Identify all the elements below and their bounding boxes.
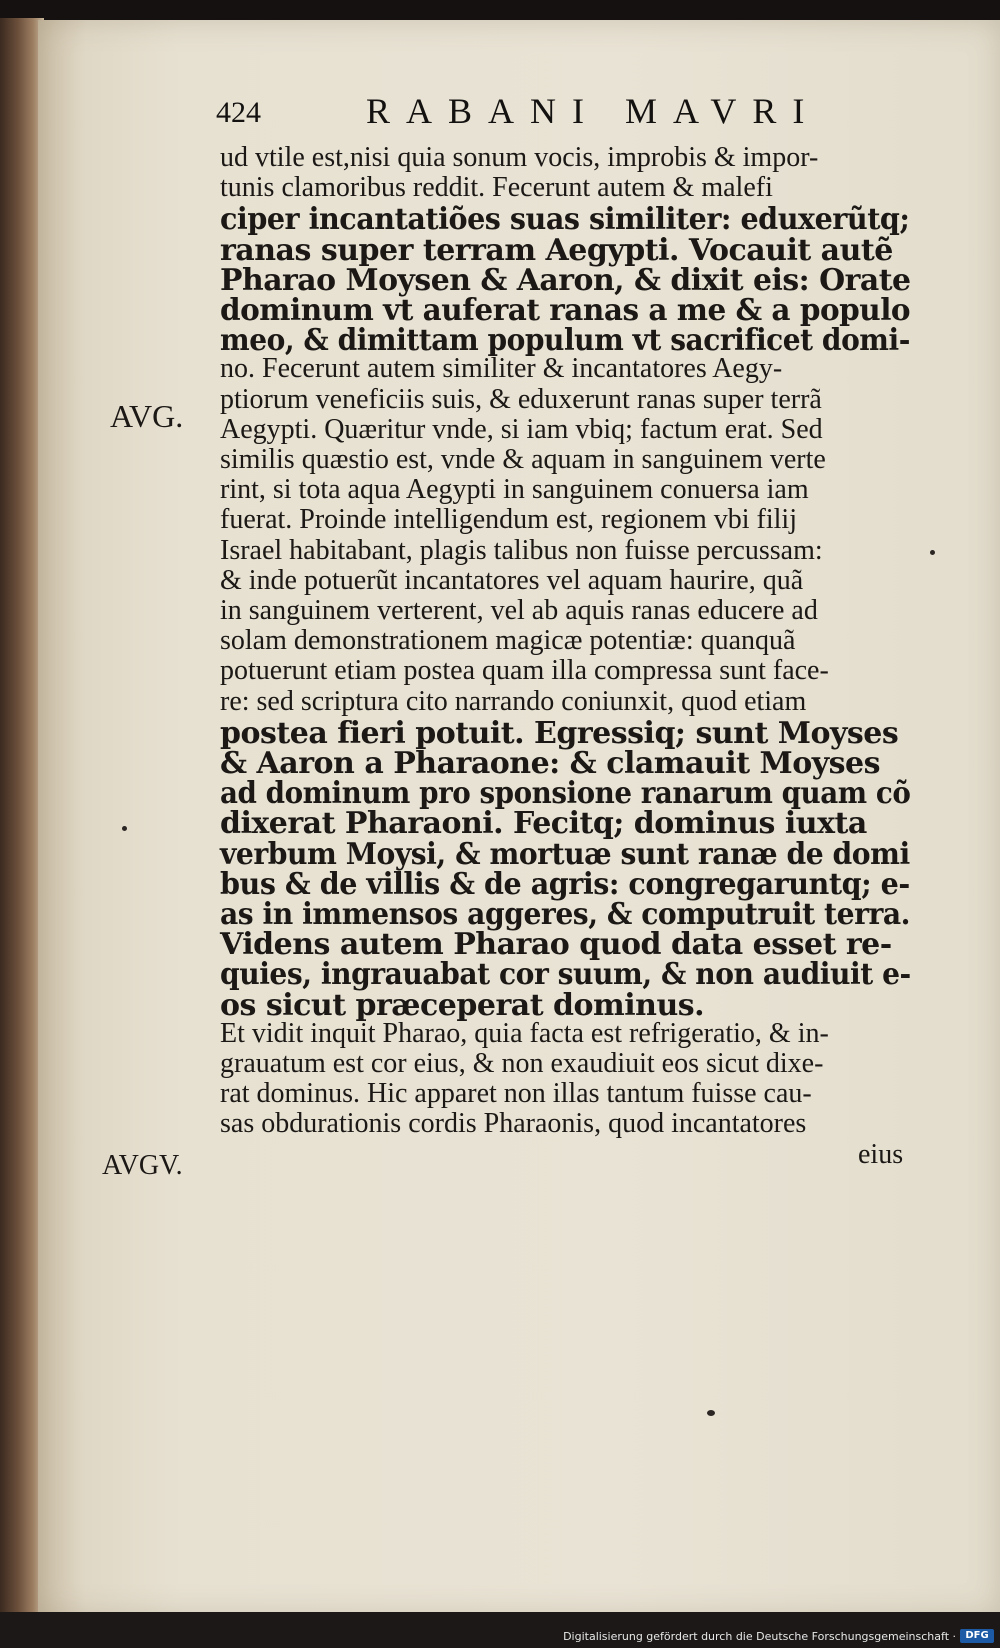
text-line: ud vtile est,nisi quia sonum vocis, improbis & impor- bbox=[220, 142, 819, 173]
page-number: 424 bbox=[216, 96, 261, 129]
ink-speck bbox=[707, 1410, 715, 1416]
margin-note-aug: AVG. bbox=[110, 398, 184, 434]
funding-credit: Digitalisierung gefördert durch die Deutsche Forschungsgemeinschaft · bbox=[563, 1630, 956, 1643]
text-line: Israel habitabant, plagis talibus non fuisse percussam: bbox=[220, 534, 823, 566]
text-line: ptiorum veneficiis suis, & eduxerunt ranas super terrã bbox=[220, 383, 822, 415]
scan-top-edge bbox=[0, 0, 1000, 22]
text-line: dixerat Pharaoni. Fecitq; dominus iuxta bbox=[220, 806, 867, 842]
text-line: ad dominum pro sponsione ranarum quam cõ bbox=[220, 776, 911, 812]
text-line: Videns autem Pharao quod data esset re- bbox=[220, 927, 892, 963]
text-line: ciper incantatiões suas similiter: eduxerũtq; bbox=[220, 202, 910, 238]
text-line: eius bbox=[858, 1138, 904, 1170]
text-line: no. Fecerunt autem similiter & incantatores Aegy- bbox=[220, 353, 783, 385]
text-line: Et vidit inquit Pharao, quia facta est refrigeratio, & in- bbox=[220, 1017, 829, 1049]
text-line: quies, ingrauabat cor suum, & non audiuit e- bbox=[220, 957, 911, 993]
text-line: as in immensos aggeres, & computruit terra. bbox=[220, 897, 911, 932]
text-line: Aegypti. Quæritur vnde, si iam vbiq; factum erat. Sed bbox=[220, 413, 823, 445]
page-header bbox=[216, 88, 866, 138]
text-line: rint, si tota aqua Aegypti in sanguinem conuersa iam bbox=[220, 474, 809, 506]
text-line: similis quæstio est, vnde & aquam in sanguinem verte bbox=[220, 444, 826, 475]
text-line: solam demonstrationem magicæ potentiæ: quanquã bbox=[220, 625, 796, 657]
text-line: postea fieri potuit. Egressiq; sunt Moyses bbox=[220, 715, 899, 751]
text-line: potuerunt etiam postea quam illa compressa sunt face- bbox=[220, 655, 829, 687]
ink-speck bbox=[122, 826, 127, 831]
text-line: bus & de villis & de agris: congregaruntq; e- bbox=[220, 866, 910, 902]
text-line: re: sed scriptura cito narrando coniunxit, quod etiam bbox=[220, 685, 807, 717]
text-line: sas obdurationis cordis Pharaonis, quod incantatores bbox=[220, 1108, 807, 1140]
dfg-logo: DFG bbox=[960, 1629, 994, 1643]
text-line: fuerat. Proinde intelligendum est, regionem vbi filij bbox=[220, 504, 797, 536]
text-line: in sanguinem verterent, vel ab aquis ranas educere ad bbox=[220, 595, 818, 626]
text-line: tunis clamoribus reddit. Fecerunt autem & malefi bbox=[220, 172, 773, 204]
running-head: RABANI MAVRI bbox=[366, 91, 821, 131]
margin-note-augv: AVGV. bbox=[102, 1150, 183, 1181]
text-line: & Aaron a Pharaone: & clamauit Moyses bbox=[220, 746, 881, 781]
text-line: os sicut præceperat dominus. bbox=[220, 987, 705, 1023]
text-line: ranas super terram Aegypti. Vocauit autẽ bbox=[220, 232, 893, 268]
text-line: meo, & dimittam populum vt sacrificet domi- bbox=[220, 323, 910, 359]
text-line: grauatum est cor eius, & non exaudiuit eos sicut dixe- bbox=[220, 1048, 824, 1079]
ink-speck bbox=[930, 550, 935, 555]
text-line: verbum Moysi, & mortuæ sunt ranæ de domi bbox=[220, 836, 910, 872]
text-line: dominum vt auferat ranas a me & a populo bbox=[220, 293, 911, 328]
text-line: Pharao Moysen & Aaron, & dixit eis: Orate bbox=[220, 262, 911, 298]
text-line: & inde potuerũt incantatores vel aquam haurire, quã bbox=[220, 564, 804, 596]
text-line: rat dominus. Hic apparet non illas tantum fuisse cau- bbox=[220, 1078, 812, 1110]
